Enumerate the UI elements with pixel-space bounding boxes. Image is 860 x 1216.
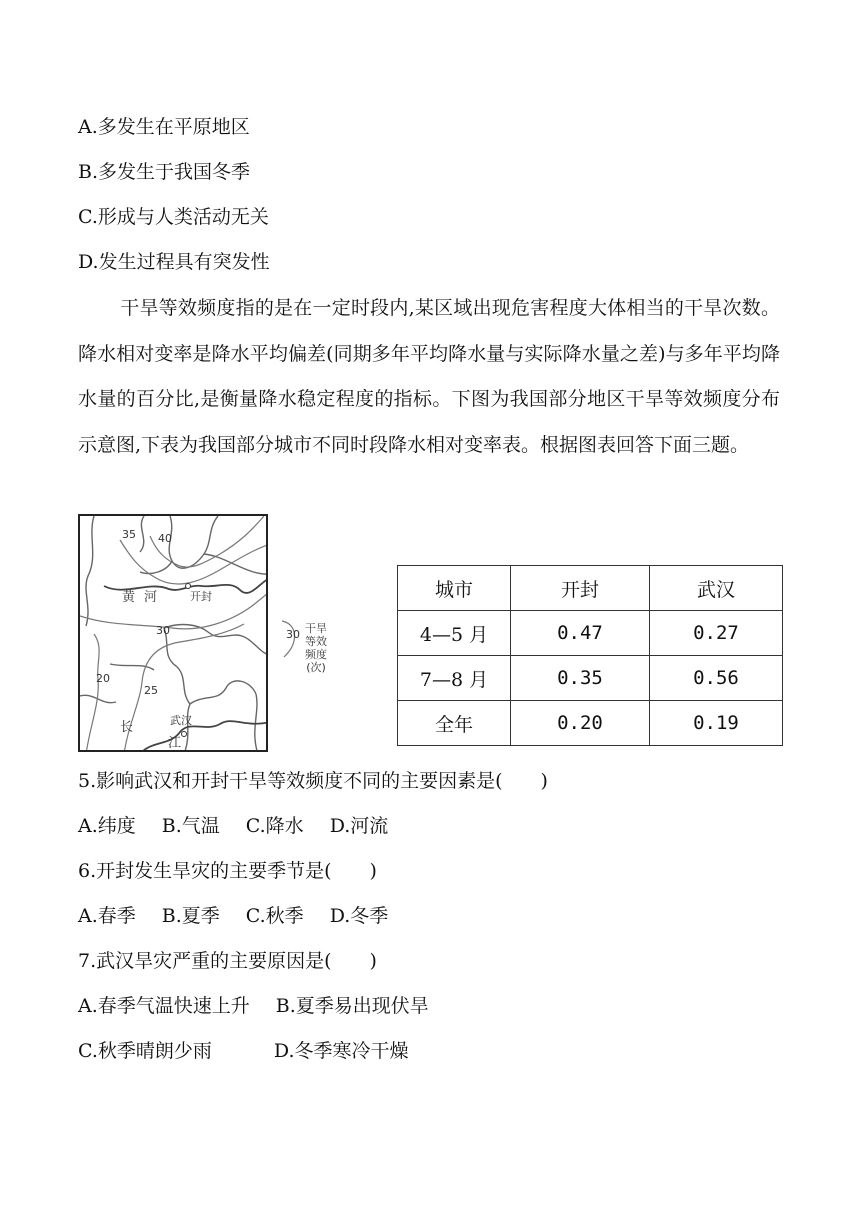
- drought-frequency-map: [78, 514, 268, 752]
- table-cell: 全年: [398, 701, 511, 746]
- option-c-prev: C.形成与人类活动无关: [78, 206, 269, 228]
- option-a: A.春季: [78, 905, 136, 927]
- question-5-stem: 5.影响武汉和开封干旱等效频度不同的主要因素是( ): [78, 770, 548, 792]
- province-border: [164, 628, 190, 704]
- wuhan-marker: [182, 732, 187, 737]
- isoline-label-40: 40: [158, 532, 172, 545]
- option-b: B.气温: [161, 815, 220, 837]
- precipitation-variability-table: [397, 565, 783, 746]
- yellow-river-label-2: 河: [144, 590, 158, 605]
- option-b: B.夏季易出现伏旱: [275, 995, 429, 1017]
- province-border: [140, 516, 144, 552]
- table-header-row: [398, 566, 783, 611]
- option-b-prev: B.多发生于我国冬季: [78, 161, 251, 183]
- table-cell: 0.20: [511, 701, 650, 746]
- question-7-stem: 7.武汉旱灾严重的主要原因是( ): [78, 950, 377, 972]
- yangtze-label-1: 长: [120, 720, 134, 735]
- table-row: [398, 701, 783, 746]
- isoline-20: [86, 634, 99, 752]
- option-c: C.秋季晴朗少雨: [78, 1040, 212, 1062]
- table-row: [398, 611, 783, 656]
- option-a: A.春季气温快速上升: [78, 995, 250, 1017]
- table-cell: 0.35: [511, 656, 650, 701]
- yangtze-label-2: 江: [168, 736, 182, 751]
- isoline-label-35: 35: [122, 528, 136, 541]
- isoline-label-30: 30: [156, 624, 170, 637]
- legend-label: 干旱等效频度(次): [305, 622, 327, 674]
- table-row: [398, 656, 783, 701]
- province-border: [86, 516, 94, 626]
- option-d: D.冬季寒冷干燥: [273, 1040, 409, 1062]
- table-cell: 0.19: [650, 701, 783, 746]
- province-border: [110, 664, 154, 670]
- option-d: D.冬季: [329, 905, 389, 927]
- table-cell: 4—5 月: [398, 611, 511, 656]
- isoline-35: [120, 540, 268, 584]
- table-cell: 0.56: [650, 656, 783, 701]
- table-cell: 0.27: [650, 611, 783, 656]
- question-7-options-row-2: [78, 1040, 409, 1062]
- table-header-cell: 开封: [511, 566, 650, 611]
- question-6-stem: 6.开封发生旱灾的主要季节是( ): [78, 860, 377, 882]
- option-b: B.夏季: [161, 905, 220, 927]
- province-border: [169, 516, 218, 568]
- intro-text: 干旱等效频度指的是在一定时段内,某区域出现危害程度大体相当的干旱次数。降水相对变率是降水平均偏差(同期多年平均降水量与实际降水量之差)与多年平均降水量的百分比,是衡量降水稳定程度的指标。下图为我国部分地区干旱等效频度分布示意图,下表为我国部分城市不同时段降水相对变率表。根据图表回答下面三题。: [78, 297, 780, 456]
- province-border: [140, 561, 172, 574]
- question-7-options-row-1: [78, 995, 429, 1017]
- wuhan-label: 武汉: [170, 714, 192, 727]
- yangtze-river: [140, 721, 268, 752]
- table-header-cell: 武汉: [650, 566, 783, 611]
- option-c: C.降水: [245, 815, 304, 837]
- isoline-30: [80, 592, 268, 629]
- intro-paragraph: [78, 286, 780, 468]
- question-6-options: [78, 905, 388, 927]
- province-border: [190, 681, 256, 704]
- isoline-label-20: 20: [96, 672, 110, 685]
- question-5-options: [78, 815, 388, 837]
- legend-value: 30: [286, 628, 300, 641]
- option-c: C.秋季: [245, 905, 304, 927]
- table-cell: 0.47: [511, 611, 650, 656]
- yellow-river-label-1: 黄: [122, 590, 136, 605]
- option-d-prev: D.发生过程具有突发性: [78, 251, 270, 273]
- option-d: D.河流: [329, 815, 389, 837]
- option-a: A.纬度: [78, 815, 136, 837]
- isoline-label-25: 25: [144, 684, 158, 697]
- table-header-cell: 城市: [398, 566, 511, 611]
- option-a-prev: A.多发生在平原地区: [78, 116, 250, 138]
- table-cell: 7—8 月: [398, 656, 511, 701]
- kaifeng-label: 开封: [190, 590, 212, 603]
